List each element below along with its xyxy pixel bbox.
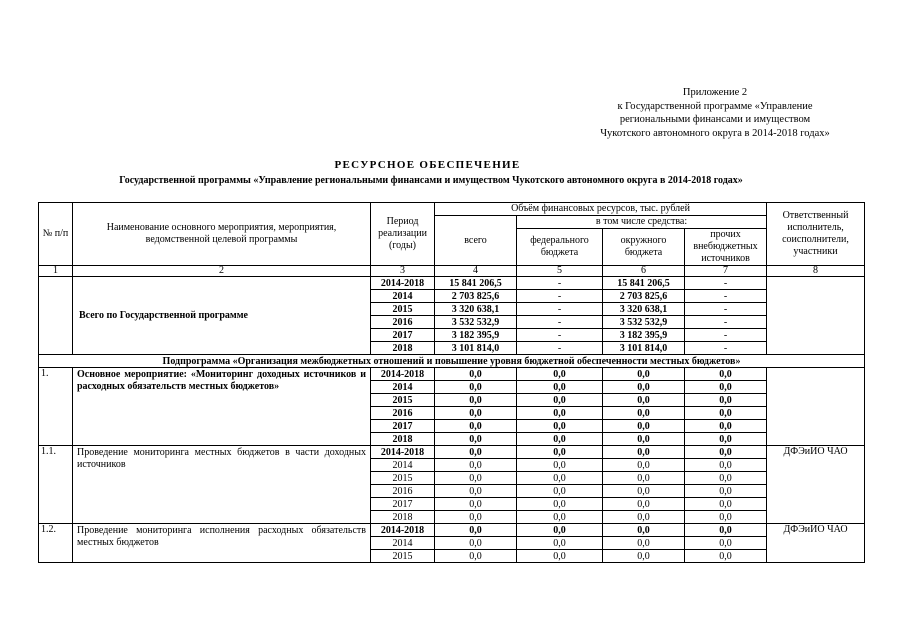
district-cell: 3 320 638,1 xyxy=(603,303,685,316)
col-number: 1 xyxy=(39,266,73,277)
resource-table xyxy=(38,202,865,563)
total-cell: 0,0 xyxy=(435,485,517,498)
federal-cell: 0,0 xyxy=(517,498,603,511)
period-cell: 2017 xyxy=(371,329,435,342)
period-cell: 2014 xyxy=(371,459,435,472)
federal-cell: 0,0 xyxy=(517,381,603,394)
federal-cell: 0,0 xyxy=(517,550,603,563)
appendix-line: Чукотского автономного округа в 2014-2018 годах» xyxy=(600,127,830,139)
total-cell: 0,0 xyxy=(435,537,517,550)
col-number: 7 xyxy=(685,266,767,277)
district-cell: 0,0 xyxy=(603,433,685,446)
col-number: 2 xyxy=(73,266,371,277)
district-cell: 2 703 825,6 xyxy=(603,290,685,303)
district-cell: 0,0 xyxy=(603,485,685,498)
period-cell: 2017 xyxy=(371,498,435,511)
header-executor: Ответственный исполнитель, соисполнители, участники xyxy=(767,203,865,266)
other-cell: - xyxy=(685,303,767,316)
other-cell: 0,0 xyxy=(685,446,767,459)
other-cell: 0,0 xyxy=(685,537,767,550)
total-cell: 0,0 xyxy=(435,407,517,420)
district-cell: 0,0 xyxy=(603,537,685,550)
header-num: № п/п xyxy=(39,203,73,266)
total-cell: 3 101 814,0 xyxy=(435,342,517,355)
other-cell: - xyxy=(685,290,767,303)
district-cell: 3 101 814,0 xyxy=(603,342,685,355)
measure-num: 1.2. xyxy=(39,524,73,563)
measure-name: Основное мероприятие: «Мониторинг доходных источников и расходных обязательств местных бюджетов» xyxy=(73,368,371,446)
document-subtitle: Государственной программы «Управление региональными финансами и имуществом Чукотского автономного округа в 2014-2018 годах» xyxy=(119,175,743,186)
executor-cell: ДФЭиИО ЧАО xyxy=(767,524,865,563)
appendix-line: к Государственной программе «Управление xyxy=(617,100,813,112)
executor-cell xyxy=(767,277,865,355)
total-cell: 0,0 xyxy=(435,420,517,433)
district-cell: 0,0 xyxy=(603,498,685,511)
total-cell: 0,0 xyxy=(435,524,517,537)
other-cell: - xyxy=(685,329,767,342)
district-cell: 0,0 xyxy=(603,511,685,524)
federal-cell: 0,0 xyxy=(517,446,603,459)
other-cell: 0,0 xyxy=(685,420,767,433)
appendix-note xyxy=(500,86,905,140)
district-cell: 0,0 xyxy=(603,459,685,472)
other-cell: 0,0 xyxy=(685,381,767,394)
period-cell: 2015 xyxy=(371,550,435,563)
other-cell: 0,0 xyxy=(685,511,767,524)
period-cell: 2014-2018 xyxy=(371,446,435,459)
header-name: Наименование основного мероприятия, мероприятия, ведомственной целевой программы xyxy=(73,203,371,266)
federal-cell: 0,0 xyxy=(517,420,603,433)
federal-cell: 0,0 xyxy=(517,407,603,420)
period-cell: 2015 xyxy=(371,394,435,407)
federal-cell: 0,0 xyxy=(517,368,603,381)
federal-cell: 0,0 xyxy=(517,511,603,524)
other-cell: - xyxy=(685,277,767,290)
other-cell: 0,0 xyxy=(685,433,767,446)
period-cell: 2014-2018 xyxy=(371,368,435,381)
total-cell: 3 320 638,1 xyxy=(435,303,517,316)
other-cell: 0,0 xyxy=(685,550,767,563)
federal-cell: - xyxy=(517,329,603,342)
district-cell: 0,0 xyxy=(603,394,685,407)
measure-name: Проведение мониторинга исполнения расходных обязательств местных бюджетов xyxy=(73,524,371,563)
period-cell: 2018 xyxy=(371,511,435,524)
header-district: окружного бюджета xyxy=(603,229,685,266)
federal-cell: 0,0 xyxy=(517,537,603,550)
district-cell: 0,0 xyxy=(603,446,685,459)
district-cell: 0,0 xyxy=(603,420,685,433)
federal-cell: 0,0 xyxy=(517,524,603,537)
col-number: 8 xyxy=(767,266,865,277)
total-cell: 0,0 xyxy=(435,446,517,459)
other-cell: 0,0 xyxy=(685,485,767,498)
table-row xyxy=(39,446,865,459)
total-cell: 0,0 xyxy=(435,459,517,472)
period-cell: 2014 xyxy=(371,537,435,550)
other-cell: 0,0 xyxy=(685,394,767,407)
other-cell: - xyxy=(685,316,767,329)
period-cell: 2016 xyxy=(371,485,435,498)
total-cell: 0,0 xyxy=(435,381,517,394)
federal-cell: 0,0 xyxy=(517,459,603,472)
total-cell: 3 182 395,9 xyxy=(435,329,517,342)
total-cell: 0,0 xyxy=(435,498,517,511)
other-cell: 0,0 xyxy=(685,498,767,511)
total-cell: 0,0 xyxy=(435,433,517,446)
col-number: 6 xyxy=(603,266,685,277)
district-cell: 3 182 395,9 xyxy=(603,329,685,342)
period-cell: 2014 xyxy=(371,290,435,303)
total-cell: 0,0 xyxy=(435,550,517,563)
total-cell: 3 532 532,9 xyxy=(435,316,517,329)
subprogram-title: Подпрограмма «Организация межбюджетных отношений и повышение уровня бюджетной обеспеченности местных бюджетов» xyxy=(39,355,865,368)
district-cell: 0,0 xyxy=(603,524,685,537)
other-cell: 0,0 xyxy=(685,407,767,420)
district-cell: 0,0 xyxy=(603,472,685,485)
period-cell: 2014-2018 xyxy=(371,524,435,537)
other-cell: 0,0 xyxy=(685,524,767,537)
col-number: 3 xyxy=(371,266,435,277)
measure-num: 1.1. xyxy=(39,446,73,524)
period-cell: 2015 xyxy=(371,303,435,316)
other-cell: - xyxy=(685,342,767,355)
table-body xyxy=(39,277,865,563)
federal-cell: - xyxy=(517,316,603,329)
period-cell: 2018 xyxy=(371,433,435,446)
total-cell: 0,0 xyxy=(435,368,517,381)
document-title: РЕСУРСНОЕ ОБЕСПЕЧЕНИЕ xyxy=(334,159,521,171)
other-cell: 0,0 xyxy=(685,472,767,485)
other-cell: 0,0 xyxy=(685,459,767,472)
total-label: Всего по Государственной программе xyxy=(73,277,371,355)
subprogram-row xyxy=(39,355,865,368)
district-cell: 0,0 xyxy=(603,381,685,394)
other-cell: 0,0 xyxy=(685,368,767,381)
header-federal: федерального бюджета xyxy=(517,229,603,266)
period-cell: 2015 xyxy=(371,472,435,485)
total-cell: 0,0 xyxy=(435,472,517,485)
federal-cell: - xyxy=(517,277,603,290)
col-number: 5 xyxy=(517,266,603,277)
executor-cell: ДФЭиИО ЧАО xyxy=(767,446,865,524)
col-number: 4 xyxy=(435,266,517,277)
header-other: прочих внебюджетных источников xyxy=(685,229,767,266)
period-cell: 2018 xyxy=(371,342,435,355)
federal-cell: 0,0 xyxy=(517,433,603,446)
measure-num: 1. xyxy=(39,368,73,446)
federal-cell: 0,0 xyxy=(517,394,603,407)
district-cell: 3 532 532,9 xyxy=(603,316,685,329)
header-total: всего xyxy=(435,216,517,266)
district-cell: 0,0 xyxy=(603,550,685,563)
header-including: в том числе средства: xyxy=(517,216,767,229)
period-cell: 2016 xyxy=(371,316,435,329)
district-cell: 0,0 xyxy=(603,368,685,381)
appendix-line: Приложение 2 xyxy=(682,87,748,98)
federal-cell: 0,0 xyxy=(517,485,603,498)
total-cell: 2 703 825,6 xyxy=(435,290,517,303)
district-cell: 15 841 206,5 xyxy=(603,277,685,290)
period-cell: 2016 xyxy=(371,407,435,420)
federal-cell: - xyxy=(517,303,603,316)
header-volume: Объём финансовых ресурсов, тыс. рублей xyxy=(435,203,767,216)
federal-cell: - xyxy=(517,290,603,303)
table-row xyxy=(39,524,865,537)
header-period: Период реализации (годы) xyxy=(371,203,435,266)
executor-cell xyxy=(767,368,865,446)
total-cell: 0,0 xyxy=(435,394,517,407)
period-cell: 2014-2018 xyxy=(371,277,435,290)
federal-cell: - xyxy=(517,342,603,355)
appendix-line: региональными финансами и имуществом xyxy=(619,114,811,125)
district-cell: 0,0 xyxy=(603,407,685,420)
total-cell: 0,0 xyxy=(435,511,517,524)
measure-name: Проведение мониторинга местных бюджетов в части доходных источников xyxy=(73,446,371,524)
period-cell: 2017 xyxy=(371,420,435,433)
table-row xyxy=(39,277,865,290)
table-row xyxy=(39,368,865,381)
row-num xyxy=(39,277,73,355)
federal-cell: 0,0 xyxy=(517,472,603,485)
period-cell: 2014 xyxy=(371,381,435,394)
total-cell: 15 841 206,5 xyxy=(435,277,517,290)
